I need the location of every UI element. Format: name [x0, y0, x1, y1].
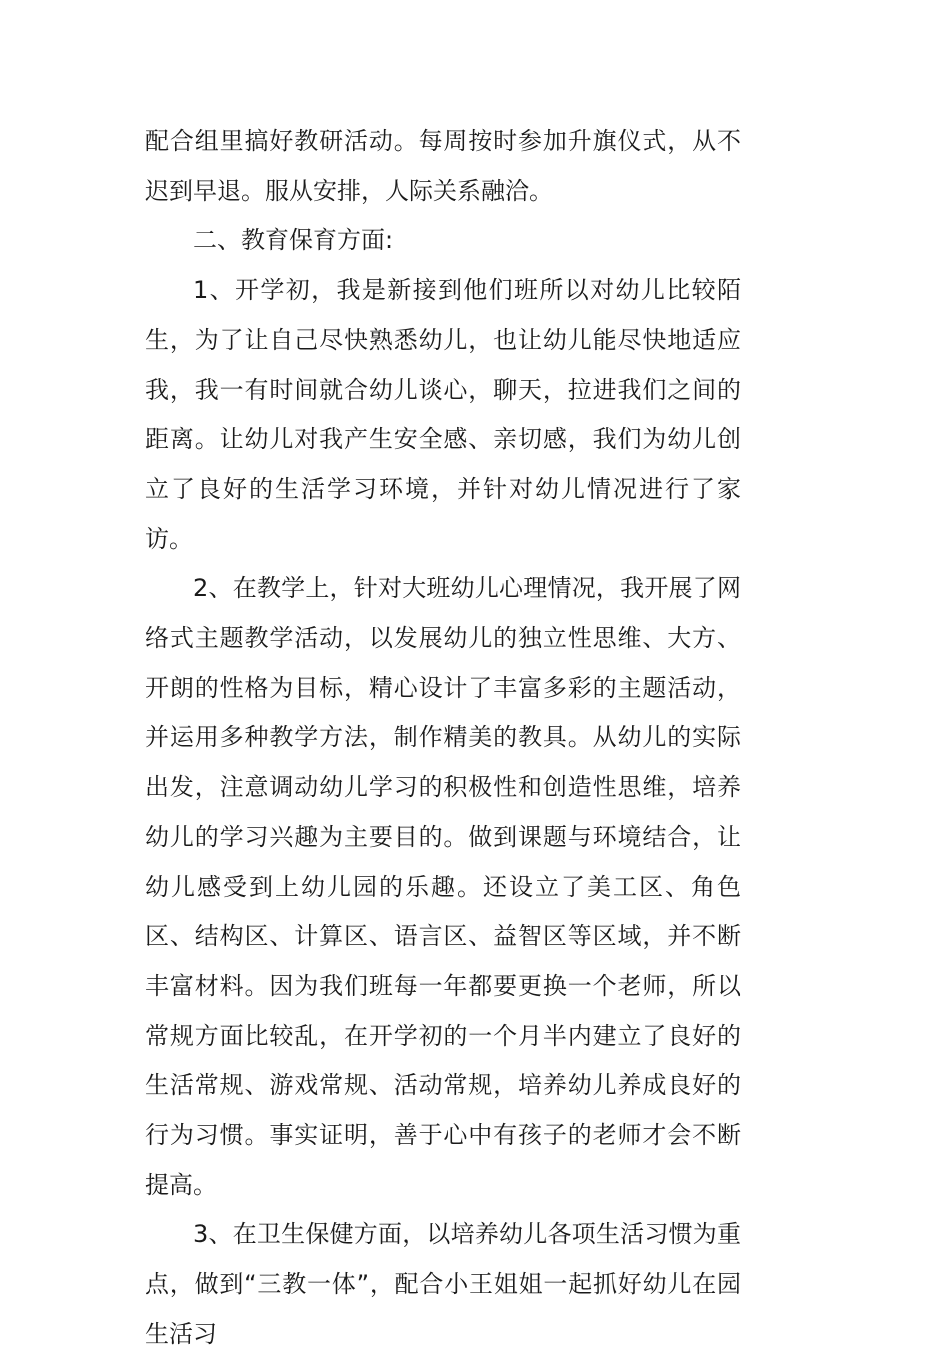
- section-heading-education: 二、教育保育方面:: [193, 226, 394, 255]
- paragraph-item-3: 3、在卫生保健方面，以培养幼儿各项生活习惯为重点，做到“三教一体”，配合小王姐姐一起抓好幼儿在园生活习: [145, 1220, 741, 1348]
- document-body: [145, 117, 741, 1360]
- paragraph-item-1: 1、开学初，我是新接到他们班所以对幼儿比较陌生，为了让自己尽快熟悉幼儿，也让幼儿能尽快地适应我，我一有时间就合幼儿谈心，聊天，拉进我们之间的距离。让幼儿对我产生安全感、亲切感，我们为幼儿创立了良好的生活学习环境，并针对幼儿情况进行了家访。: [145, 276, 741, 553]
- paragraph-continuation: 配合组里搞好教研活动。每周按时参加升旗仪式，从不迟到早退。服从安排，人际关系融洽。: [145, 127, 741, 205]
- paragraph-item-2: 2、在教学上，针对大班幼儿心理情况，我开展了网络式主题教学活动，以发展幼儿的独立性思维、大方、开朗的性格为目标，精心设计了丰富多彩的主题活动，并运用多种教学方法，制作精美的教具。从幼儿的实际出发，注意调动幼儿学习的积极性和创造性思维，培养幼儿的学习兴趣为主要目的。做到课题与环境结合，让幼儿感受到上幼儿园的乐趣。还设立了美工区、角色区、结构区、计算区、语言区、益智区等区域，并不断丰富材料。因为我们班每一年都要更换一个老师，所以常规方面比较乱，在开学初的一个月半内建立了良好的生活常规、游戏常规、活动常规，培养幼儿养成良好的行为习惯。事实证明，善于心中有孩子的老师才会不断提高。: [145, 574, 741, 1199]
